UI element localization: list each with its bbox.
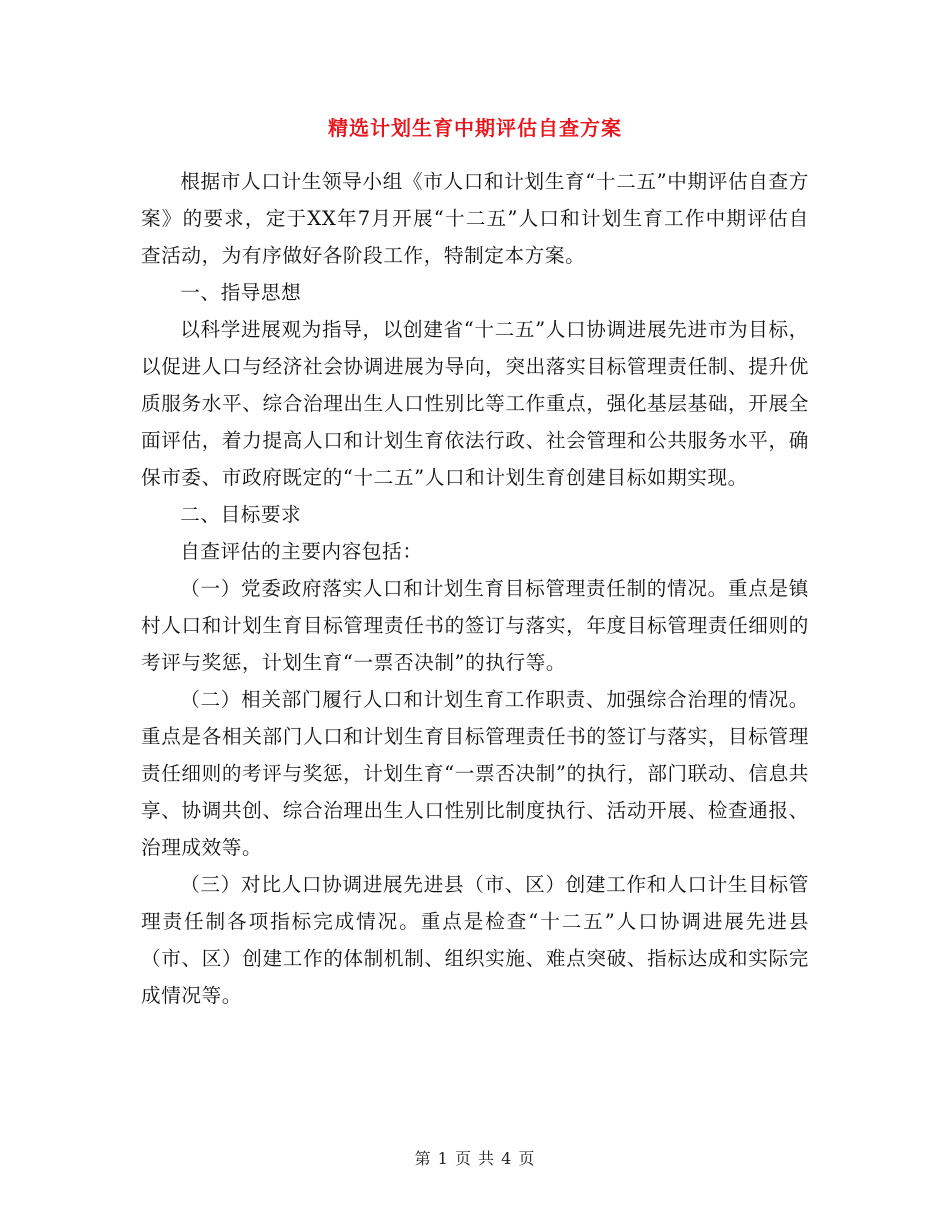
guiding-ideology-paragraph: 以科学进展观为指导，以创建省“十二五”人口协调进展先进市为目标，以促进人口与经济社会协调进展为导向，突出落实目标管理责任制、提升优质服务水平、综合治理出生人口性别比等工作重点，强化基层基础，开展全面评估，着力提高人口和计划生育依法行政、社会管理和公共服务水平，确保市委、市政府既定的“十二五”人口和计划生育创建目标如期实现。 (141, 318, 809, 489)
document-title: 精选计划生育中期评估自查方案 (328, 116, 622, 140)
item-two-paragraph: （二）相关部门履行人口和计划生育工作职责、加强综合治理的情况。重点是各相关部门人口和计划生育目标管理责任书的签订与落实，目标管理责任细则的考评与奖惩，计划生育“一票否决制”的执行，部门联动、信息共享、协调共创、综合治理出生人口性别比制度执行、活动开展、检查通报、治理成效等。 (141, 688, 809, 859)
item-three-paragraph: （三）对比人口协调进展先进县（市、区）创建工作和人口计生目标管理责任制各项指标完成情况。重点是检查“十二五”人口协调进展先进县（市、区）创建工作的体制机制、组织实施、难点突破、指标达成和实际完成情况等。 (141, 873, 809, 1007)
document-body (141, 163, 809, 1014)
section-heading-goals: 二、目标要求 (180, 503, 302, 526)
intro-paragraph: 根据市人口计生领导小组《市人口和计划生育“十二五”中期评估自查方案》的要求，定于XX年7月开展“十二五”人口和计划生育工作中期评估自查活动，为有序做好各阶段工作，特制定本方案。 (141, 170, 809, 267)
item-one-paragraph: （一）党委政府落实人口和计划生育目标管理责任制的情况。重点是镇村人口和计划生育目标管理责任书的签订与落实，年度目标管理责任细则的考评与奖惩，计划生育“一票否决制”的执行等。 (141, 577, 809, 674)
page-number-footer: 第 1 页 共 4 页 (414, 1149, 536, 1168)
section-heading-guiding-ideology: 一、指导思想 (180, 281, 302, 304)
contents-intro-line: 自查评估的主要内容包括： (180, 540, 423, 563)
